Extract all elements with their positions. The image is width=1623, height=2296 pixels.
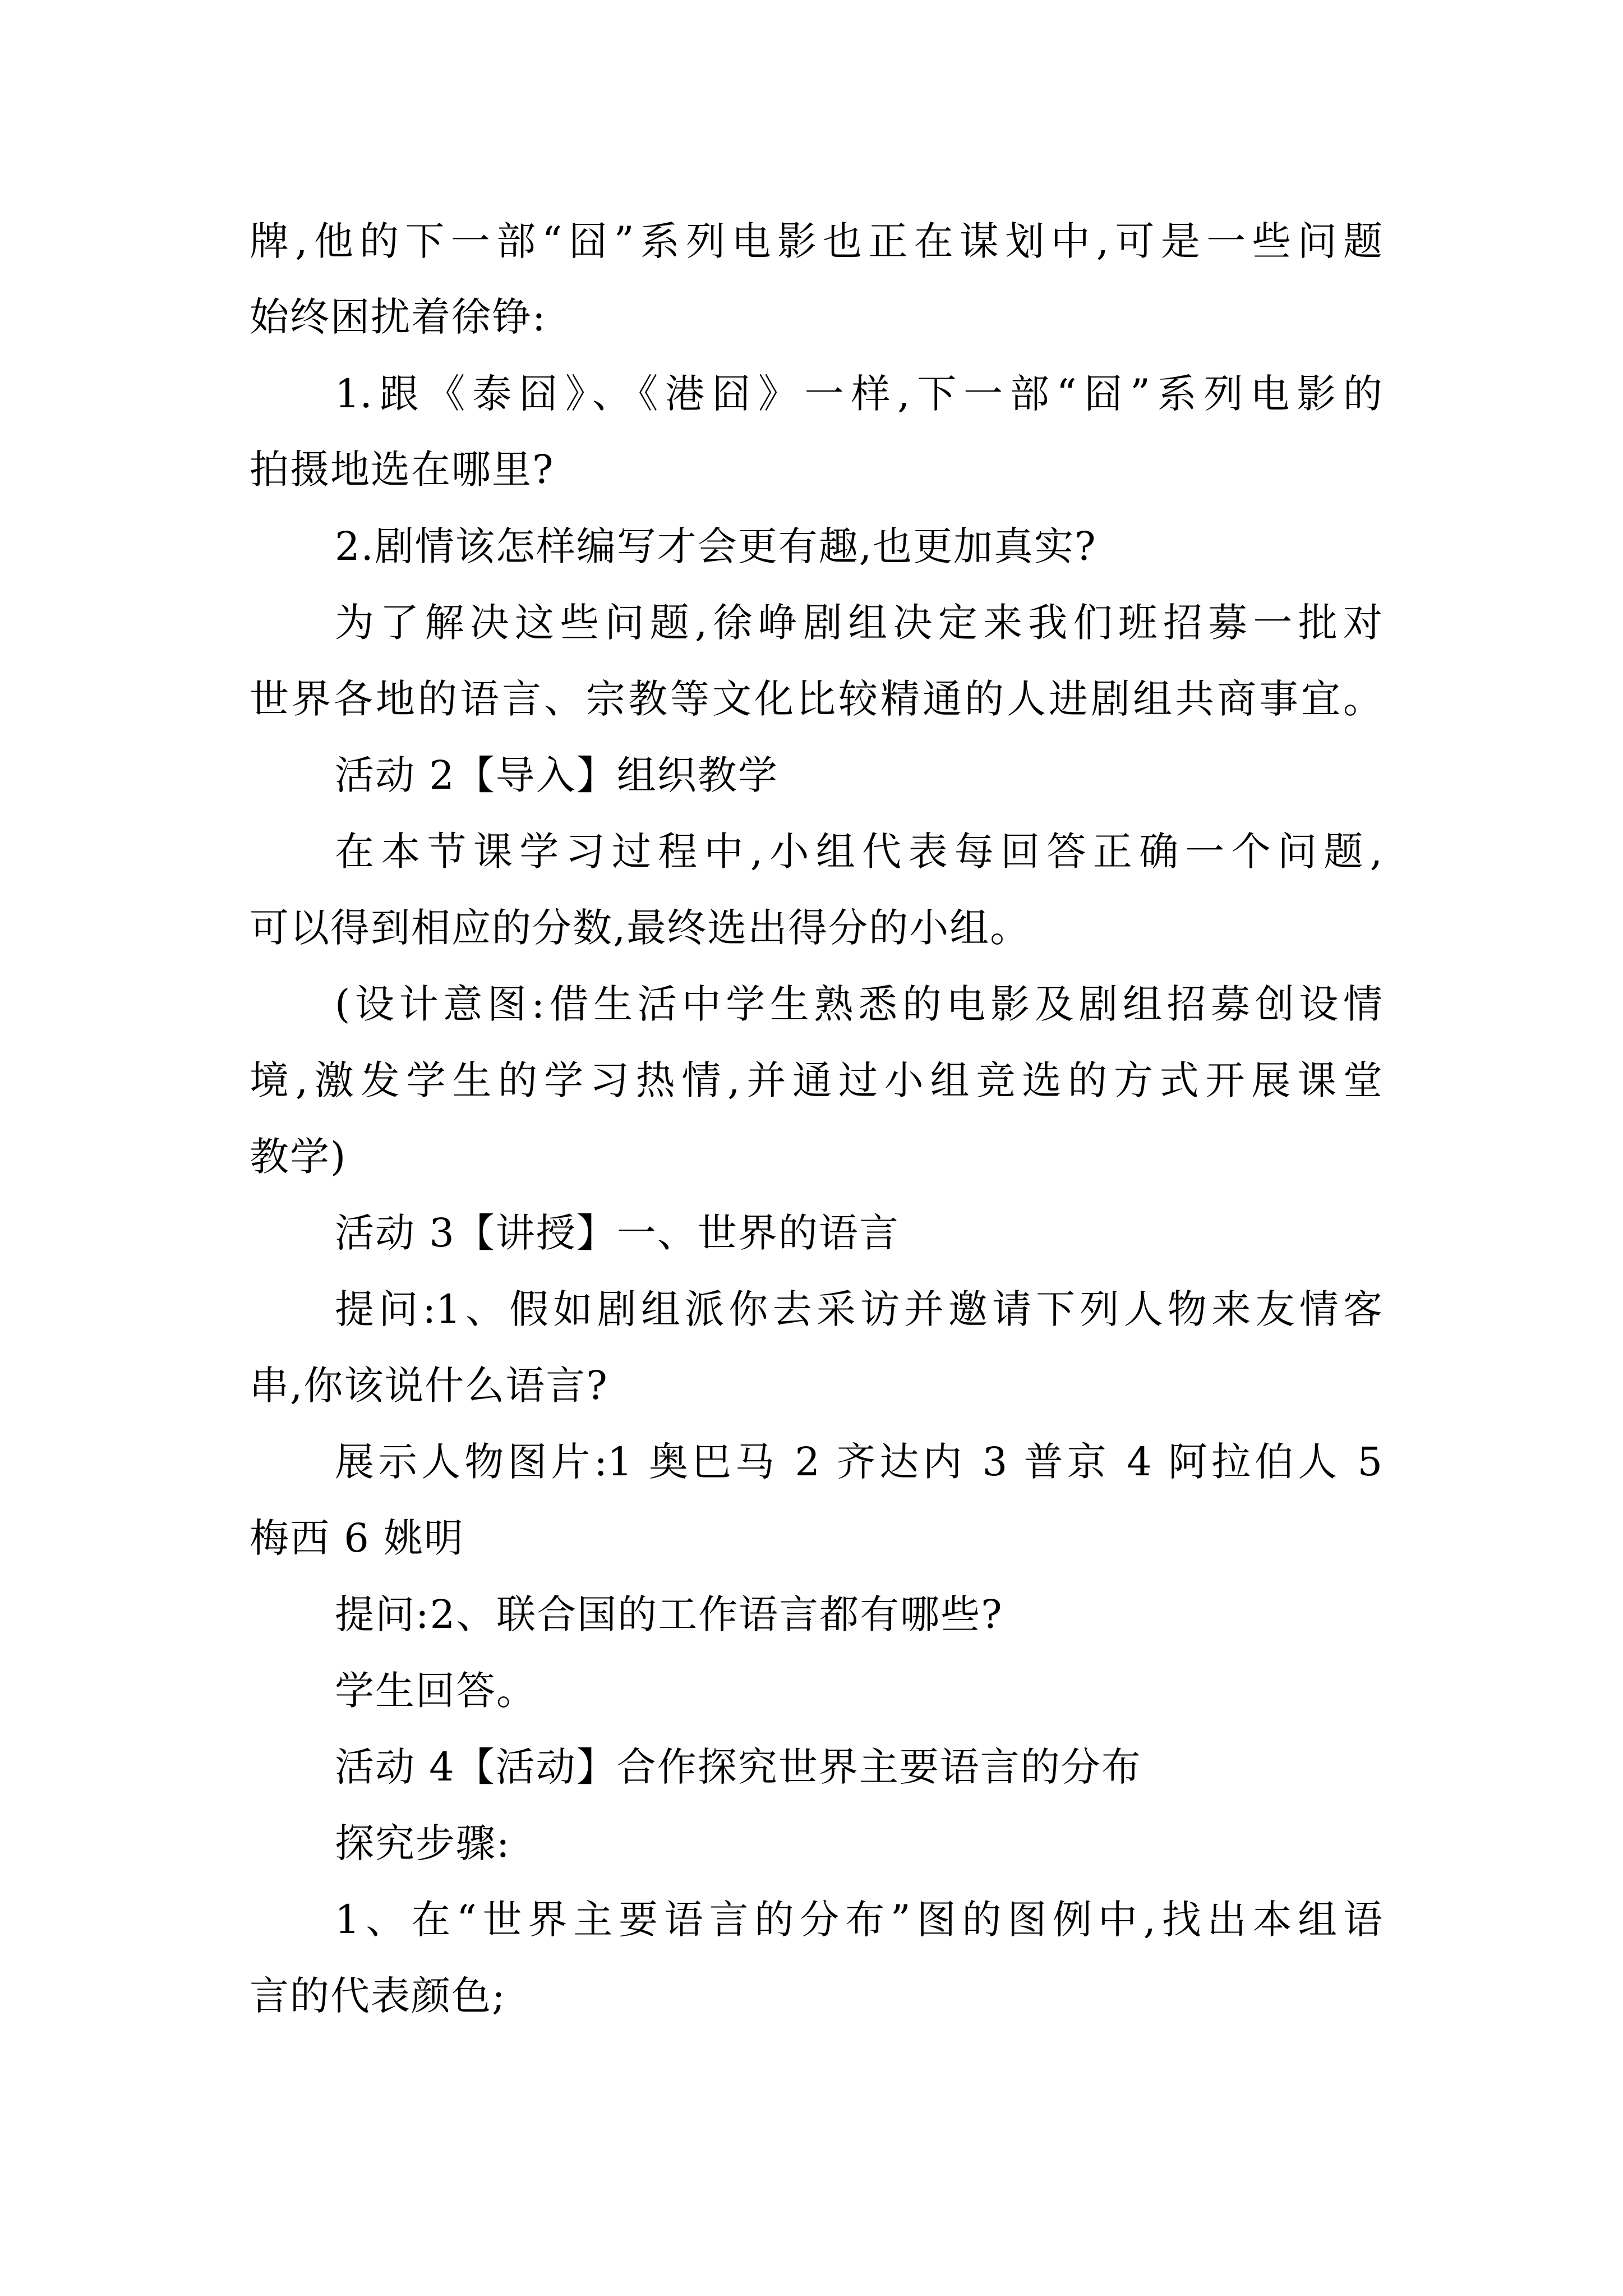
activity-2-heading: 活动 2【导入】组织教学 [335, 752, 778, 798]
paragraph-7-line-2: 境,激发学生的学习热情,并通过小组竞选的方式开展课堂 [250, 1057, 1382, 1103]
paragraph-4-line-2: 世界各地的语言、宗教等文化比较精通的人进剧组共商事宜。 [250, 676, 1382, 722]
paragraph-7-line-3: 教学) [250, 1134, 347, 1180]
paragraph-9-line-2: 串,你该说什么语言? [250, 1363, 608, 1409]
paragraph-14-line-1: 探究步骤: [335, 1820, 511, 1866]
paragraph-15-line-2: 言的代表颜色; [250, 1973, 506, 2019]
paragraph-2-line-1: 1.跟《泰囧》、《港囧》一样,下一部“囧”系列电影的 [335, 371, 1382, 417]
paragraph-10-line-1: 展示人物图片:1 奥巴马 2 齐达内 3 普京 4 阿拉伯人 5 [335, 1439, 1382, 1485]
paragraph-9-line-1: 提问:1、假如剧组派你去采访并邀请下列人物来友情客 [335, 1286, 1382, 1332]
paragraph-7-line-1: (设计意图:借生活中学生熟悉的电影及剧组招募创设情 [335, 981, 1382, 1027]
paragraph-3-line-1: 2.剧情该怎样编写才会更有趣,也更加真实? [335, 523, 1097, 569]
paragraph-15-line-1: 1、在“世界主要语言的分布”图的图例中,找出本组语 [335, 1897, 1382, 1943]
paragraph-1-line-2: 始终困扰着徐铮: [250, 294, 547, 340]
paragraph-2-line-2: 拍摄地选在哪里? [250, 447, 555, 493]
paragraph-6-line-2: 可以得到相应的分数,最终选出得分的小组。 [250, 905, 1031, 951]
paragraph-6-line-1: 在本节课学习过程中,小组代表每回答正确一个问题, [335, 829, 1382, 875]
activity-4-heading: 活动 4【活动】合作探究世界主要语言的分布 [335, 1744, 1142, 1790]
paragraph-12-line-1: 学生回答。 [335, 1668, 537, 1714]
activity-3-heading: 活动 3【讲授】一、世界的语言 [335, 1210, 900, 1256]
paragraph-4-line-1: 为了解决这些问题,徐峥剧组决定来我们班招募一批对 [335, 600, 1382, 646]
paragraph-1-line-1: 牌,他的下一部“囧”系列电影也正在谋划中,可是一些问题 [250, 218, 1382, 264]
paragraph-11-line-1: 提问:2、联合国的工作语言都有哪些? [335, 1591, 1003, 1637]
paragraph-10-line-2: 梅西 6 姚明 [250, 1515, 465, 1561]
